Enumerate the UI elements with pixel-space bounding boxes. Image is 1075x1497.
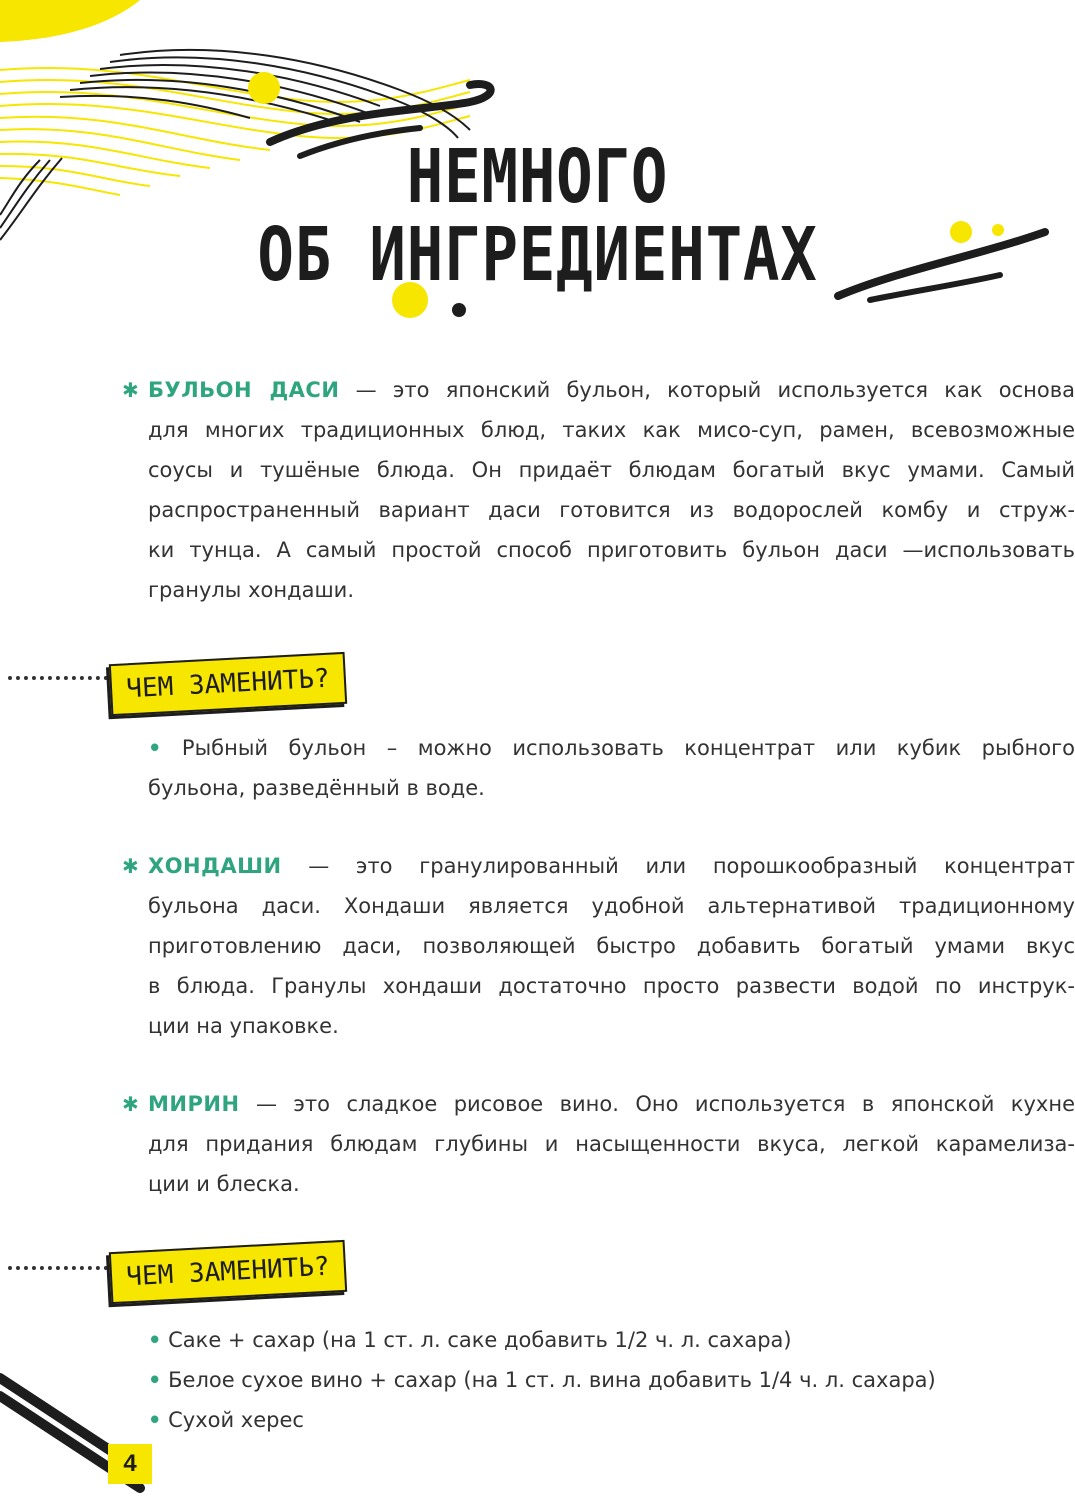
page-number: 4 [108,1444,152,1484]
yellow-dot [992,224,1004,236]
bullet-icon: • [148,736,162,760]
replace-list-2 [148,1320,1075,1440]
star-icon: ✱ [122,854,139,878]
page-title-line-2: ОБ ИНГРЕДИЕНТАХ [257,212,818,298]
replace-badge-2: ЧЕМ ЗАМЕНИТЬ? [109,1240,347,1304]
term-hondashi: ХОНДАШИ [148,854,282,878]
dotted-leader [8,676,108,680]
bullet-icon: • [148,1408,162,1432]
section-dashi: ✱ БУЛЬОН ДАСИ — это японский бульон, который используется как основа для многих традиционных блюд, таких как мисо-суп, рамен, всевозможные соусы и тушёные блюда. Он придаёт блюдам богатый вкус умами. Самый распространенный вариант даси готовится из водорослей комбу и струж- ки тунца. А самый простой способ приготовить бульон даси —использовать гранулы хондаши. [148,370,1075,610]
yellow-corner-blob [0,0,140,42]
bullet-icon: • [148,1328,162,1352]
dotted-leader [8,1266,108,1270]
bullet-icon: • [148,1368,162,1392]
section-hondashi: ✱ ХОНДАШИ — это гранулированный или порошкообразный концентрат бульона даси. Хондаши является удобной альтернативой традиционному приготовлению даси, позволяющей быстро добавить богатый умами вкус в блюда. Гранулы хондаши достаточно просто развести водой по инструк- ции на упаковке. [148,846,1075,1046]
star-icon: ✱ [122,1092,139,1116]
list-item: • Белое сухое вино + сахар (на 1 ст. л. вина добавить 1/4 ч. л. сахара) [148,1368,936,1392]
page-title-line-1: НЕМНОГО [406,134,669,220]
yellow-dot [248,72,280,104]
black-dot [452,303,466,317]
star-icon: ✱ [122,378,139,402]
section-mirin: ✱ МИРИН — это сладкое рисовое вино. Оно используется в японской кухне для придания блюдам глубины и насыщенности вкуса, легкой карамелиза- ции и блеска. [148,1084,1075,1204]
term-dashi: БУЛЬОН ДАСИ [148,378,340,402]
list-item: • Саке + сахар (на 1 ст. л. саке добавить 1/2 ч. л. сахара) [148,1328,792,1352]
term-mirin: МИРИН [148,1092,240,1116]
replace-list-1: • Рыбный бульон – можно использовать концентрат или кубик рыбного бульона, разведённый в воде. [148,736,1075,800]
replace-badge-1: ЧЕМ ЗАМЕНИТЬ? [109,652,347,716]
list-item: • Сухой херес [148,1408,304,1432]
